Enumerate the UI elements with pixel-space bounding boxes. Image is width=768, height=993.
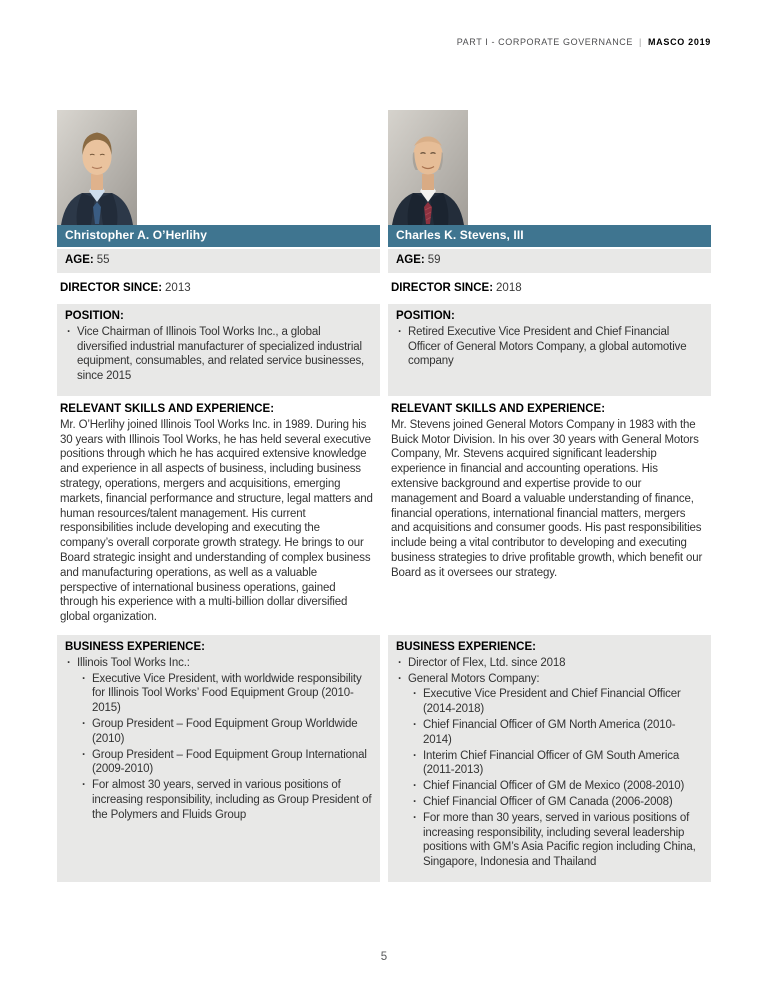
- position-list: [396, 325, 703, 369]
- portrait-bald-man-red-tie: [388, 110, 468, 225]
- bullet-item: · Retired Executive Vice President and Chief Financial Officer of General Motors Company, a global automotive company: [396, 325, 703, 369]
- bullet-list: [396, 656, 703, 870]
- bullet-item: · Vice Chairman of Illinois Tool Works Inc., a global diversified industrial manufacturer of specialized industrial equipment, consumables, and related service businesses, since 2015: [65, 325, 372, 384]
- bullet-item: · Group President – Food Equipment Group Worldwide (2010): [80, 717, 372, 747]
- director-name-bar: [388, 225, 711, 247]
- position-heading: POSITION:: [396, 310, 455, 322]
- skills-section: [388, 396, 711, 635]
- director-since-label: DIRECTOR SINCE:: [391, 282, 494, 294]
- bullet-item: · Illinois Tool Works Inc.: · Executive Vice President, with worldwide responsibility for Illinois Tool Works’ Food Equipment Group (2010-2015) · Group President – Food Equipment Group Worldwide (2010) · Group President – Food Equipment Group International (2009-2010) · For almost 30 years, served in various positions of increasing responsibility, including as Group President of the Polymers and Fluids Group: [65, 656, 372, 823]
- director-photo-stevens: [388, 110, 711, 225]
- age-label: AGE:: [396, 254, 425, 266]
- age-value: 59: [427, 254, 441, 266]
- header-brand: MASCO 2019: [647, 37, 711, 47]
- age-row: [57, 247, 380, 273]
- bullet-item: · General Motors Company: · Executive Vice President and Chief Financial Officer (2014-2018) · Chief Financial Officer of GM North America (2010-2014) · Interim Chief Financial Officer of GM South America (2011-2013) · Chief Financial Officer of GM de Mexico (2008-2010) · Chief Financial Officer of GM Canada (2006-2008) · For more than 30 years, served in various positions of increasing responsibility, including several leadership positions with GM’s Asia Pacific region including China, Singapore, Indonesia and Thailand: [396, 672, 703, 870]
- directors-grid: [57, 110, 711, 882]
- business-list: [65, 656, 372, 823]
- age-value: 55: [96, 254, 110, 266]
- skills-section: [57, 396, 380, 635]
- bullet-item: · For almost 30 years, served in various positions of increasing responsibility, including as Group President of the Polymers and Fluids Group: [80, 778, 372, 822]
- portrait-man-light-brown-hair-blue-tie: [57, 110, 137, 225]
- bullet-list: [65, 656, 372, 823]
- director-name-bar: [57, 225, 380, 247]
- bullet-item: · Director of Flex, Ltd. since 2018: [396, 656, 703, 671]
- bullet-item: · For more than 30 years, served in various positions of increasing responsibility, including several leadership positions with GM’s Asia Pacific region including China, Singapore, Indonesia and Thailand: [411, 811, 703, 870]
- business-section: [388, 635, 711, 882]
- director-since-value: 2013: [165, 282, 191, 294]
- business-list: [396, 656, 703, 870]
- bullet-list: [80, 672, 372, 823]
- age-label: AGE:: [65, 254, 94, 266]
- bullet-item: · Interim Chief Financial Officer of GM South America (2011-2013): [411, 749, 703, 779]
- director-since-row: [57, 273, 380, 304]
- bullet-item: · Chief Financial Officer of GM Canada (2006-2008): [411, 795, 703, 810]
- header-section-label: PART I - CORPORATE GOVERNANCE: [456, 37, 634, 47]
- bullet-list: [65, 325, 372, 384]
- director-since-label: DIRECTOR SINCE:: [60, 282, 163, 294]
- skills-heading: RELEVANT SKILLS AND EXPERIENCE:: [391, 402, 606, 415]
- skills-text: Mr. Stevens joined General Motors Company in 1983 with the Buick Motor Division. In his over 30 years with General Motors Company, Mr. Stevens acquired significant leadership experience in financial and accounting operations. His extensive background and expertise provide to our management and Board a valuable understanding of finance, financial operations, international financial matters, mergers and acquisitions and consumer goods. His past responsibilities include being a vital contributor to developing and executing business strategies to drive profitable growth, which benefit our Board as it oversees our strategy.: [391, 418, 703, 579]
- director-since-row: [388, 273, 711, 304]
- bullet-item: · Executive Vice President and Chief Financial Officer (2014-2018): [411, 687, 703, 717]
- director-since-value: 2018: [496, 282, 522, 294]
- position-list: [65, 325, 372, 384]
- business-section: [57, 635, 380, 882]
- director-name: Christopher A. O’Herlihy: [65, 228, 207, 242]
- bullet-item: · Chief Financial Officer of GM de Mexico (2008-2010): [411, 779, 703, 794]
- bullet-item: · Group President – Food Equipment Group International (2009-2010): [80, 748, 372, 778]
- bullet-list: [411, 687, 703, 870]
- director-name: Charles K. Stevens, III: [396, 228, 524, 242]
- position-section: [388, 304, 711, 396]
- age-row: [388, 247, 711, 273]
- business-heading: BUSINESS EXPERIENCE:: [65, 640, 205, 653]
- header-separator: |: [639, 37, 642, 47]
- skills-text: Mr. O’Herlihy joined Illinois Tool Works Inc. in 1989. During his 30 years with Illinois Tool Works, he has held several executive positions through which he has acquired extensive knowledge and experience in all aspects of business, including business strategy, operations, mergers and acquisitions, emerging markets, financial performance and structure, legal matters and human resources/talent management. His current responsibilities include developing and executing the company’s overall corporate growth strategy. He brings to our Board strategic insight and understanding of complex business and manufacturing operations, as well as a valuable perspective of international business operations, gained through his experience with a multi-billion dollar diversified global organization.: [60, 418, 373, 624]
- position-section: [57, 304, 380, 396]
- business-heading: BUSINESS EXPERIENCE:: [396, 640, 536, 653]
- bullet-list: [396, 325, 703, 369]
- page-number: 5: [380, 951, 388, 963]
- skills-heading: RELEVANT SKILLS AND EXPERIENCE:: [60, 402, 275, 415]
- director-photo-oherlihy: [57, 110, 380, 225]
- running-header: [457, 37, 711, 47]
- bullet-item: · Executive Vice President, with worldwide responsibility for Illinois Tool Works’ Food Equipment Group (2010-2015): [80, 672, 372, 716]
- position-heading: POSITION:: [65, 310, 124, 322]
- bullet-item: · Chief Financial Officer of GM North America (2010-2014): [411, 718, 703, 748]
